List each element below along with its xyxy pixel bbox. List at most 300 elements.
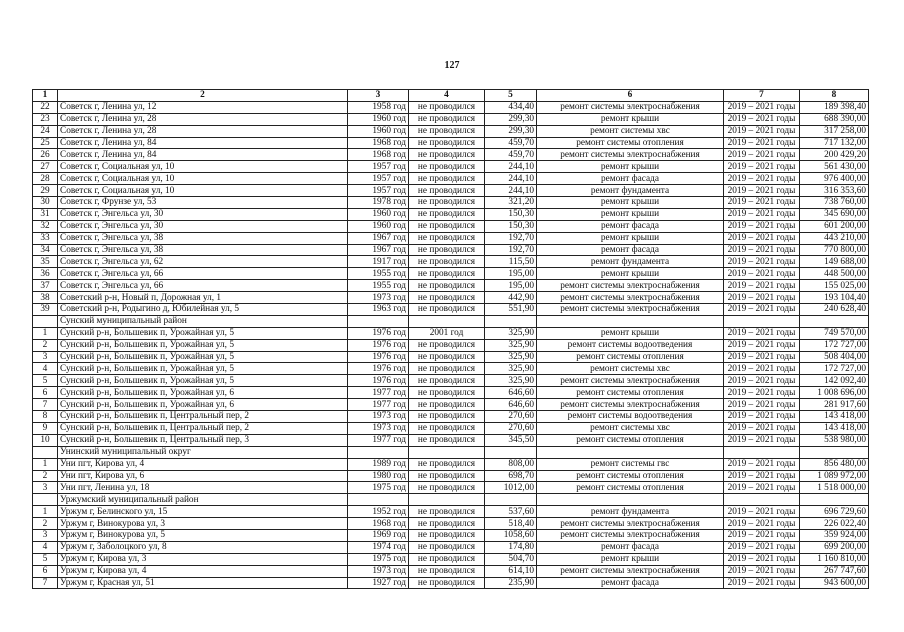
- empty-cell: [348, 315, 409, 327]
- row-index: 34: [33, 244, 58, 256]
- build-year-cell: 1917 год: [348, 256, 409, 268]
- address-cell: Сунский р-н, Большевик п, Урожайная ул, 5: [58, 327, 348, 339]
- last-repair-cell: не проводился: [409, 518, 485, 530]
- area-cell: 325,90: [485, 327, 537, 339]
- work-type-cell: ремонт системы отопления: [537, 351, 724, 363]
- table-row: [33, 363, 869, 375]
- row-index: 33: [33, 232, 58, 244]
- column-number: 3: [348, 90, 409, 102]
- work-type-cell: ремонт крыши: [537, 327, 724, 339]
- last-repair-cell: не проводился: [409, 351, 485, 363]
- row-index: 4: [33, 541, 58, 553]
- table-row: [33, 137, 869, 149]
- last-repair-cell: не проводился: [409, 541, 485, 553]
- last-repair-cell: не проводился: [409, 220, 485, 232]
- period-cell: 2019 – 2021 годы: [724, 327, 800, 339]
- table-row: [33, 244, 869, 256]
- cost-cell: 943 600,00: [800, 577, 869, 589]
- row-index: 1: [33, 327, 58, 339]
- build-year-cell: 1973 год: [348, 411, 409, 423]
- build-year-cell: 1974 год: [348, 541, 409, 553]
- build-year-cell: 1960 год: [348, 220, 409, 232]
- area-cell: 321,20: [485, 197, 537, 209]
- work-type-cell: ремонт системы гвс: [537, 458, 724, 470]
- column-number: 7: [724, 90, 800, 102]
- period-cell: 2019 – 2021 годы: [724, 304, 800, 316]
- table-row: [33, 506, 869, 518]
- area-cell: 325,90: [485, 363, 537, 375]
- work-type-cell: ремонт системы электроснабжения: [537, 280, 724, 292]
- row-index: 9: [33, 422, 58, 434]
- section-label: Унинский муниципальный округ: [58, 446, 348, 458]
- cost-cell: 717 132,00: [800, 137, 869, 149]
- cost-cell: 448 500,00: [800, 268, 869, 280]
- address-cell: Сунский р-н, Большевик п, Центральный пер, 2: [58, 422, 348, 434]
- table-row: [33, 434, 869, 446]
- area-cell: 299,30: [485, 113, 537, 125]
- area-cell: 195,00: [485, 268, 537, 280]
- row-index: 3: [33, 529, 58, 541]
- empty-cell: [800, 446, 869, 458]
- table-row: [33, 268, 869, 280]
- empty-cell: [724, 494, 800, 506]
- last-repair-cell: не проводился: [409, 529, 485, 541]
- address-cell: Советск г, Энгельса ул, 66: [58, 268, 348, 280]
- address-cell: Советск г, Ленина ул, 28: [58, 125, 348, 137]
- address-cell: Советск г, Энгельса ул, 38: [58, 244, 348, 256]
- area-cell: 551,90: [485, 304, 537, 316]
- table-row: [33, 220, 869, 232]
- work-type-cell: ремонт крыши: [537, 161, 724, 173]
- row-index: 4: [33, 363, 58, 375]
- build-year-cell: 1973 год: [348, 565, 409, 577]
- area-cell: 195,00: [485, 280, 537, 292]
- row-index: 10: [33, 434, 58, 446]
- area-cell: 244,10: [485, 185, 537, 197]
- build-year-cell: 1977 год: [348, 399, 409, 411]
- work-type-cell: ремонт системы отопления: [537, 470, 724, 482]
- table-row: [33, 161, 869, 173]
- build-year-cell: 1976 год: [348, 351, 409, 363]
- section-row: [33, 446, 869, 458]
- last-repair-cell: 2001 год: [409, 327, 485, 339]
- cost-cell: 316 353,60: [800, 185, 869, 197]
- row-index: 8: [33, 411, 58, 423]
- work-type-cell: ремонт системы электроснабжения: [537, 101, 724, 113]
- area-cell: 345,50: [485, 434, 537, 446]
- table-row: [33, 518, 869, 530]
- row-index: 6: [33, 565, 58, 577]
- last-repair-cell: не проводился: [409, 339, 485, 351]
- empty-cell: [537, 446, 724, 458]
- cost-cell: 601 200,00: [800, 220, 869, 232]
- empty-cell: [485, 446, 537, 458]
- last-repair-cell: не проводился: [409, 208, 485, 220]
- last-repair-cell: не проводился: [409, 256, 485, 268]
- address-cell: Советск г, Социальная ул, 10: [58, 173, 348, 185]
- address-cell: Советск г, Ленина ул, 84: [58, 149, 348, 161]
- period-cell: 2019 – 2021 годы: [724, 541, 800, 553]
- row-index: 35: [33, 256, 58, 268]
- cost-cell: 189 398,40: [800, 101, 869, 113]
- table-row: [33, 232, 869, 244]
- last-repair-cell: не проводился: [409, 553, 485, 565]
- build-year-cell: 1958 год: [348, 101, 409, 113]
- row-index: 2: [33, 518, 58, 530]
- period-cell: 2019 – 2021 годы: [724, 101, 800, 113]
- last-repair-cell: не проводился: [409, 185, 485, 197]
- last-repair-cell: не проводился: [409, 292, 485, 304]
- address-cell: Уржум г, Кирова ул, 3: [58, 553, 348, 565]
- area-cell: 434,40: [485, 101, 537, 113]
- area-cell: 115,50: [485, 256, 537, 268]
- last-repair-cell: не проводился: [409, 268, 485, 280]
- address-cell: Советский р-н, Новый п, Дорожная ул, 1: [58, 292, 348, 304]
- period-cell: 2019 – 2021 годы: [724, 565, 800, 577]
- period-cell: 2019 – 2021 годы: [724, 173, 800, 185]
- column-number: 8: [800, 90, 869, 102]
- cost-cell: 143 418,00: [800, 422, 869, 434]
- build-year-cell: 1973 год: [348, 292, 409, 304]
- last-repair-cell: не проводился: [409, 399, 485, 411]
- area-cell: 698,70: [485, 470, 537, 482]
- cost-cell: 688 390,00: [800, 113, 869, 125]
- build-year-cell: 1977 год: [348, 434, 409, 446]
- empty-cell: [537, 494, 724, 506]
- table-row: [33, 292, 869, 304]
- address-cell: Уржум г, Винокурова ул, 5: [58, 529, 348, 541]
- work-type-cell: ремонт системы электроснабжения: [537, 292, 724, 304]
- period-cell: 2019 – 2021 годы: [724, 113, 800, 125]
- build-year-cell: 1927 год: [348, 577, 409, 589]
- area-cell: 244,10: [485, 173, 537, 185]
- address-cell: Советск г, Фрунзе ул, 53: [58, 197, 348, 209]
- period-cell: 2019 – 2021 годы: [724, 280, 800, 292]
- address-cell: Сунский р-н, Большевик п, Урожайная ул, 6: [58, 387, 348, 399]
- cost-cell: 508 404,00: [800, 351, 869, 363]
- period-cell: 2019 – 2021 годы: [724, 375, 800, 387]
- row-index: 22: [33, 101, 58, 113]
- period-cell: 2019 – 2021 годы: [724, 268, 800, 280]
- work-type-cell: ремонт фасада: [537, 541, 724, 553]
- row-index: 2: [33, 470, 58, 482]
- work-type-cell: ремонт крыши: [537, 113, 724, 125]
- period-cell: 2019 – 2021 годы: [724, 529, 800, 541]
- last-repair-cell: не проводился: [409, 161, 485, 173]
- cost-cell: 345 690,00: [800, 208, 869, 220]
- column-number: 4: [409, 90, 485, 102]
- table-row: [33, 529, 869, 541]
- empty-cell: [485, 315, 537, 327]
- work-type-cell: ремонт системы электроснабжения: [537, 399, 724, 411]
- build-year-cell: 1980 год: [348, 470, 409, 482]
- section-label: Сунский муниципальный район: [58, 315, 348, 327]
- last-repair-cell: не проводился: [409, 304, 485, 316]
- build-year-cell: 1969 год: [348, 529, 409, 541]
- empty-cell: [348, 446, 409, 458]
- row-index: 24: [33, 125, 58, 137]
- cost-cell: 1 008 696,00: [800, 387, 869, 399]
- address-cell: Советск г, Ленина ул, 28: [58, 113, 348, 125]
- cost-cell: 561 430,00: [800, 161, 869, 173]
- row-index: 39: [33, 304, 58, 316]
- row-index: 1: [33, 506, 58, 518]
- address-cell: Уржум г, Белинского ул, 15: [58, 506, 348, 518]
- table-row: [33, 399, 869, 411]
- area-cell: 442,90: [485, 292, 537, 304]
- cost-cell: 976 400,00: [800, 173, 869, 185]
- area-cell: 1058,60: [485, 529, 537, 541]
- table-row: [33, 458, 869, 470]
- table-row: [33, 411, 869, 423]
- address-cell: Сунский р-н, Большевик п, Центральный пер, 3: [58, 434, 348, 446]
- address-cell: Уни пгт, Ленина ул, 18: [58, 482, 348, 494]
- work-type-cell: ремонт крыши: [537, 197, 724, 209]
- last-repair-cell: не проводился: [409, 125, 485, 137]
- build-year-cell: 1968 год: [348, 149, 409, 161]
- area-cell: 808,00: [485, 458, 537, 470]
- work-type-cell: ремонт системы водоотведения: [537, 411, 724, 423]
- work-type-cell: ремонт фасада: [537, 577, 724, 589]
- cost-cell: 142 092,40: [800, 375, 869, 387]
- address-cell: Уржум г, Заболоцкого ул, 8: [58, 541, 348, 553]
- work-type-cell: ремонт фасада: [537, 173, 724, 185]
- address-cell: Сунский р-н, Большевик п, Урожайная ул, 5: [58, 363, 348, 375]
- table-row: [33, 280, 869, 292]
- last-repair-cell: не проводился: [409, 173, 485, 185]
- work-type-cell: ремонт системы электроснабжения: [537, 375, 724, 387]
- table-row: [33, 185, 869, 197]
- cost-cell: 699 200,00: [800, 541, 869, 553]
- row-index: 5: [33, 375, 58, 387]
- table-row: [33, 256, 869, 268]
- cost-cell: 240 628,40: [800, 304, 869, 316]
- row-index: 1: [33, 458, 58, 470]
- area-cell: 325,90: [485, 375, 537, 387]
- table-row: [33, 351, 869, 363]
- cost-cell: 770 800,00: [800, 244, 869, 256]
- area-cell: 459,70: [485, 137, 537, 149]
- last-repair-cell: не проводился: [409, 363, 485, 375]
- cost-cell: 149 688,00: [800, 256, 869, 268]
- row-index: 7: [33, 577, 58, 589]
- address-cell: Советск г, Энгельса ул, 38: [58, 232, 348, 244]
- table-row: [33, 113, 869, 125]
- row-index: 31: [33, 208, 58, 220]
- repair-registry-table: [32, 89, 869, 589]
- cost-cell: 696 729,60: [800, 506, 869, 518]
- row-index: 38: [33, 292, 58, 304]
- last-repair-cell: не проводился: [409, 577, 485, 589]
- row-index: 7: [33, 399, 58, 411]
- work-type-cell: ремонт системы водоотведения: [537, 339, 724, 351]
- area-cell: 235,90: [485, 577, 537, 589]
- build-year-cell: 1976 год: [348, 375, 409, 387]
- table-row: [33, 565, 869, 577]
- cost-cell: 155 025,00: [800, 280, 869, 292]
- section-row: [33, 494, 869, 506]
- column-number: 5: [485, 90, 537, 102]
- area-cell: 325,90: [485, 339, 537, 351]
- table-row: [33, 125, 869, 137]
- last-repair-cell: не проводился: [409, 470, 485, 482]
- work-type-cell: ремонт крыши: [537, 232, 724, 244]
- column-number: 2: [58, 90, 348, 102]
- last-repair-cell: не проводился: [409, 149, 485, 161]
- period-cell: 2019 – 2021 годы: [724, 161, 800, 173]
- build-year-cell: 1955 год: [348, 268, 409, 280]
- row-index: 36: [33, 268, 58, 280]
- cost-cell: 856 480,00: [800, 458, 869, 470]
- address-cell: Советск г, Ленина ул, 12: [58, 101, 348, 113]
- period-cell: 2019 – 2021 годы: [724, 434, 800, 446]
- last-repair-cell: не проводился: [409, 280, 485, 292]
- area-cell: 325,90: [485, 351, 537, 363]
- page-number: 127: [444, 60, 460, 71]
- empty-cell: [724, 446, 800, 458]
- table-row: [33, 173, 869, 185]
- address-cell: Сунский р-н, Большевик п, Центральный пер, 2: [58, 411, 348, 423]
- address-cell: Советск г, Социальная ул, 10: [58, 185, 348, 197]
- table-row: [33, 327, 869, 339]
- row-index: [33, 315, 58, 327]
- area-cell: 270,60: [485, 422, 537, 434]
- work-type-cell: ремонт фасада: [537, 244, 724, 256]
- work-type-cell: ремонт системы электроснабжения: [537, 304, 724, 316]
- last-repair-cell: не проводился: [409, 244, 485, 256]
- area-cell: 459,70: [485, 149, 537, 161]
- row-index: 26: [33, 149, 58, 161]
- table-row: [33, 101, 869, 113]
- work-type-cell: ремонт фундамента: [537, 256, 724, 268]
- work-type-cell: ремонт крыши: [537, 268, 724, 280]
- table-row: [33, 304, 869, 316]
- period-cell: 2019 – 2021 годы: [724, 197, 800, 209]
- row-index: 3: [33, 351, 58, 363]
- row-index: 25: [33, 137, 58, 149]
- period-cell: 2019 – 2021 годы: [724, 137, 800, 149]
- period-cell: 2019 – 2021 годы: [724, 482, 800, 494]
- empty-cell: [800, 494, 869, 506]
- cost-cell: 538 980,00: [800, 434, 869, 446]
- table-row: [33, 482, 869, 494]
- work-type-cell: ремонт системы хвс: [537, 422, 724, 434]
- empty-cell: [409, 315, 485, 327]
- last-repair-cell: не проводился: [409, 434, 485, 446]
- cost-cell: 1 089 972,00: [800, 470, 869, 482]
- area-cell: 537,60: [485, 506, 537, 518]
- build-year-cell: 1976 год: [348, 339, 409, 351]
- build-year-cell: 1978 год: [348, 197, 409, 209]
- last-repair-cell: не проводился: [409, 197, 485, 209]
- row-index: 27: [33, 161, 58, 173]
- work-type-cell: ремонт системы хвс: [537, 125, 724, 137]
- row-index: 37: [33, 280, 58, 292]
- table-row: [33, 197, 869, 209]
- work-type-cell: ремонт фасада: [537, 220, 724, 232]
- area-cell: 646,60: [485, 399, 537, 411]
- cost-cell: 226 022,40: [800, 518, 869, 530]
- row-index: 2: [33, 339, 58, 351]
- build-year-cell: 1975 год: [348, 482, 409, 494]
- build-year-cell: 1989 год: [348, 458, 409, 470]
- address-cell: Сунский р-н, Большевик п, Урожайная ул, 5: [58, 375, 348, 387]
- period-cell: 2019 – 2021 годы: [724, 256, 800, 268]
- address-cell: Советск г, Энгельса ул, 30: [58, 220, 348, 232]
- row-index: 29: [33, 185, 58, 197]
- address-cell: Советский р-н, Родыгино д, Юбилейная ул, 5: [58, 304, 348, 316]
- area-cell: 614,10: [485, 565, 537, 577]
- build-year-cell: 1960 год: [348, 208, 409, 220]
- table-row: [33, 422, 869, 434]
- column-number: 6: [537, 90, 724, 102]
- build-year-cell: 1977 год: [348, 387, 409, 399]
- table-row: [33, 339, 869, 351]
- address-cell: Советск г, Энгельса ул, 30: [58, 208, 348, 220]
- build-year-cell: 1973 год: [348, 422, 409, 434]
- work-type-cell: ремонт системы отопления: [537, 387, 724, 399]
- area-cell: 504,70: [485, 553, 537, 565]
- cost-cell: 267 747,60: [800, 565, 869, 577]
- period-cell: 2019 – 2021 годы: [724, 363, 800, 375]
- work-type-cell: ремонт системы отопления: [537, 482, 724, 494]
- area-cell: 192,70: [485, 232, 537, 244]
- period-cell: 2019 – 2021 годы: [724, 422, 800, 434]
- table-row: [33, 541, 869, 553]
- address-cell: Советск г, Социальная ул, 10: [58, 161, 348, 173]
- area-cell: 1012,00: [485, 482, 537, 494]
- last-repair-cell: не проводился: [409, 113, 485, 125]
- area-cell: 174,80: [485, 541, 537, 553]
- build-year-cell: 1976 год: [348, 363, 409, 375]
- address-cell: Советск г, Энгельса ул, 66: [58, 280, 348, 292]
- last-repair-cell: не проводился: [409, 422, 485, 434]
- work-type-cell: ремонт системы электроснабжения: [537, 149, 724, 161]
- build-year-cell: 1976 год: [348, 327, 409, 339]
- empty-cell: [409, 446, 485, 458]
- row-index: 32: [33, 220, 58, 232]
- period-cell: 2019 – 2021 годы: [724, 125, 800, 137]
- table-row: [33, 577, 869, 589]
- period-cell: 2019 – 2021 годы: [724, 292, 800, 304]
- build-year-cell: 1960 год: [348, 125, 409, 137]
- row-index: 28: [33, 173, 58, 185]
- address-cell: Уржум г, Винокурова ул, 3: [58, 518, 348, 530]
- cost-cell: 1 160 810,00: [800, 553, 869, 565]
- period-cell: 2019 – 2021 годы: [724, 208, 800, 220]
- work-type-cell: ремонт системы отопления: [537, 434, 724, 446]
- build-year-cell: 1952 год: [348, 506, 409, 518]
- area-cell: 646,60: [485, 387, 537, 399]
- cost-cell: 193 104,40: [800, 292, 869, 304]
- period-cell: 2019 – 2021 годы: [724, 149, 800, 161]
- row-index: [33, 494, 58, 506]
- address-cell: Уни пгт, Кирова ул, 6: [58, 470, 348, 482]
- cost-cell: 359 924,00: [800, 529, 869, 541]
- area-cell: 244,10: [485, 161, 537, 173]
- section-label: Уржумский муниципальный район: [58, 494, 348, 506]
- build-year-cell: 1957 год: [348, 173, 409, 185]
- area-cell: 518,40: [485, 518, 537, 530]
- row-index: 30: [33, 197, 58, 209]
- last-repair-cell: не проводился: [409, 482, 485, 494]
- period-cell: 2019 – 2021 годы: [724, 506, 800, 518]
- section-row: [33, 315, 869, 327]
- build-year-cell: 1955 год: [348, 280, 409, 292]
- work-type-cell: ремонт фундамента: [537, 185, 724, 197]
- cost-cell: 749 570,00: [800, 327, 869, 339]
- cost-cell: 738 760,00: [800, 197, 869, 209]
